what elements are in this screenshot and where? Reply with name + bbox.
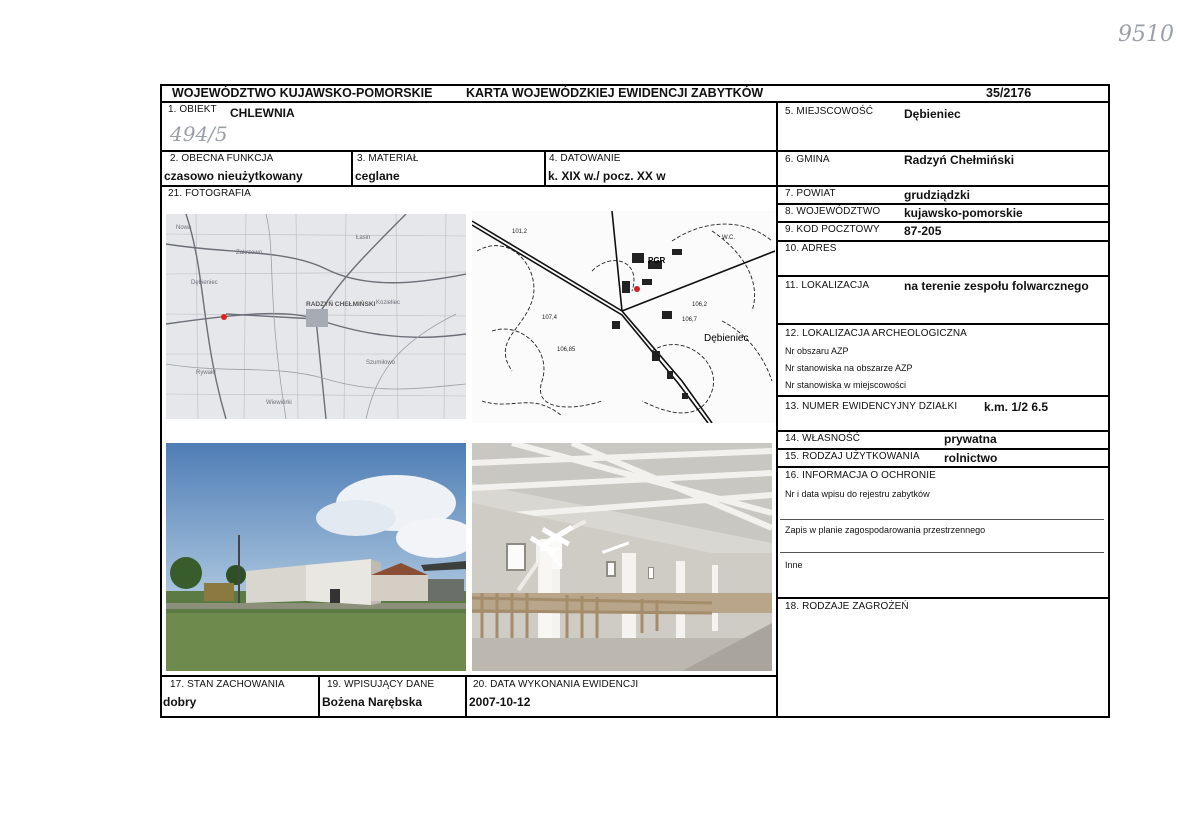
svg-text:106,7: 106,7: [682, 317, 698, 323]
wojewodztwo-value: kujawsko-pomorskie: [904, 206, 1023, 220]
obiekt-handwritten-note: 494/5: [170, 122, 228, 146]
topo-map-graphic: [472, 211, 775, 423]
svg-text:101,2: 101,2: [512, 229, 528, 235]
uzytkowanie-label: 15. RODZAJ UŻYTKOWANIA: [785, 451, 920, 462]
material-label: 3. MATERIAŁ: [357, 153, 419, 164]
interior-photo: [472, 443, 772, 671]
svg-text:Rywałd: Rywałd: [196, 370, 216, 376]
svg-text:Zakrzewo: Zakrzewo: [236, 250, 263, 256]
interior-photo-graphic: [472, 443, 772, 671]
svg-text:W.C.: W.C.: [722, 235, 735, 241]
archeo-line-2: Nr stanowiska na obszarze AZP: [785, 363, 913, 373]
svg-text:Szumiłowo: Szumiłowo: [366, 360, 396, 366]
lokalizacja-label: 11. LOKALIZACJA: [785, 280, 870, 291]
ochrona-line-3: Inne: [785, 560, 803, 570]
obiekt-label: 1. OBIEKT: [168, 104, 217, 115]
ochrona-line-2: Zapis w planie zagospodarowania przestrzennego: [785, 525, 986, 535]
stan-value: dobry: [163, 695, 197, 709]
zagrozenia-label: 18. RODZAJE ZAGROŻEŃ: [785, 601, 909, 612]
wpisujacy-label: 19. WPISUJĄCY DANE: [327, 679, 435, 690]
svg-text:Nowa: Nowa: [176, 225, 192, 231]
dzialka-value: k.m. 1/2 6.5: [984, 400, 1049, 414]
topo-town-label: Dębieniec: [704, 333, 749, 344]
miejscowosc-value: Dębieniec: [904, 107, 961, 121]
archeo-line-1: Nr obszaru AZP: [785, 346, 849, 356]
wpisujacy-value: Bożena Narębska: [322, 695, 423, 709]
wojewodztwo-label: 8. WOJEWÓDZTWO: [785, 206, 881, 217]
header-region: WOJEWÓDZTWO KUJAWSKO-POMORSKIE: [172, 86, 433, 100]
svg-text:107,4: 107,4: [542, 315, 558, 321]
stan-label: 17. STAN ZACHOWANIA: [170, 679, 285, 690]
ochrona-label: 16. INFORMACJA O OCHRONIE: [785, 470, 936, 481]
location-map-graphic: [166, 214, 466, 419]
obiekt-value: CHLEWNIA: [230, 106, 295, 120]
header-card-number: 35/2176: [986, 86, 1032, 100]
svg-text:Wiewiórki: Wiewiórki: [266, 400, 292, 406]
svg-text:106,85: 106,85: [557, 347, 576, 353]
material-value: ceglane: [355, 169, 400, 183]
location-map-topographic: [472, 211, 775, 423]
dzialka-label: 13. NUMER EWIDENCYJNY DZIAŁKI: [785, 401, 958, 412]
corner-handwritten-number: 9510: [1118, 22, 1174, 47]
gmina-value: Radzyń Chełmiński: [904, 153, 1015, 167]
exterior-photo: [166, 443, 466, 671]
topo-pgr-label: PGR: [648, 256, 666, 265]
wlasnosc-value: prywatna: [944, 432, 997, 446]
svg-text:Dębieniec: Dębieniec: [191, 280, 218, 286]
datowanie-value: k. XIX w./ pocz. XX w: [548, 169, 666, 183]
powiat-value: grudziądzki: [904, 188, 971, 202]
miejscowosc-label: 5. MIEJSCOWOŚĆ: [785, 106, 874, 117]
adres-label: 10. ADRES: [785, 243, 837, 254]
map-town-label: RADZYŃ CHEŁMIŃSKI: [306, 301, 376, 308]
svg-text:106,2: 106,2: [692, 302, 708, 308]
funkcja-label: 2. OBECNA FUNKCJA: [170, 153, 274, 164]
wlasnosc-label: 14. WŁASNOŚĆ: [785, 433, 861, 444]
uzytkowanie-value: rolnictwo: [944, 451, 998, 465]
kod-label: 9. KOD POCZTOWY: [785, 224, 880, 235]
header-title: KARTA WOJEWÓDZKIEJ EWIDENCJI ZABYTKÓW: [466, 86, 764, 100]
location-map-small: [166, 214, 466, 419]
datowanie-label: 4. DATOWANIE: [549, 153, 621, 164]
kod-value: 87-205: [904, 224, 942, 238]
archeo-label: 12. LOKALIZACJA ARCHEOLOGICZNA: [785, 328, 967, 339]
archeo-line-3: Nr stanowiska w miejscowości: [785, 380, 907, 390]
data-label: 20. DATA WYKONANIA EWIDENCJI: [473, 679, 639, 690]
ochrona-line-1: Nr i data wpisu do rejestru zabytków: [785, 489, 930, 499]
lokalizacja-value: na terenie zespołu folwarcznego: [904, 279, 1089, 293]
fotografia-label: 21. FOTOGRAFIA: [168, 188, 251, 199]
gmina-label: 6. GMINA: [785, 154, 830, 165]
svg-text:Łasin: Łasin: [356, 235, 371, 241]
powiat-label: 7. POWIAT: [785, 188, 836, 199]
svg-text:Kozieliec: Kozieliec: [376, 300, 401, 306]
funkcja-value: czasowo nieużytkowany: [164, 169, 303, 183]
data-value: 2007-10-12: [469, 695, 531, 709]
exterior-photo-graphic: [166, 443, 466, 671]
